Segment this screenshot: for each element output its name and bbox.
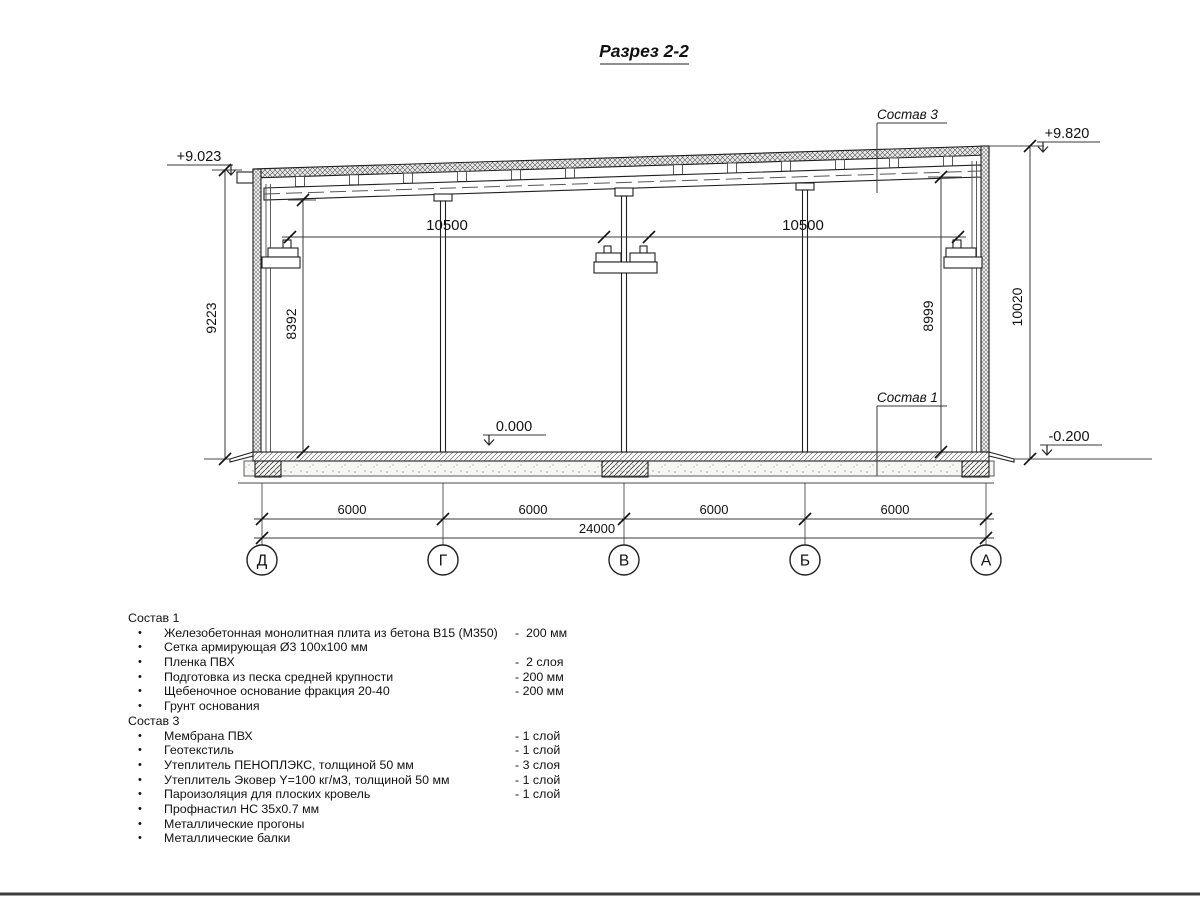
bullet-icon: •: [138, 758, 142, 771]
list-item: • Железобетонная монолитная плита из бетона В15 (М350) - 200 мм: [138, 625, 568, 640]
dim-bay-2: 6000: [518, 502, 548, 517]
axis-label-a: А: [980, 552, 992, 570]
dim-height-9223: 9223: [203, 302, 219, 334]
list-item: • Профнастил НС 35х0.7 мм: [138, 801, 320, 816]
title-block: [599, 41, 689, 64]
material-lists: [128, 611, 618, 846]
roof-assembly: [237, 146, 989, 200]
left-wall: [253, 169, 271, 452]
bullet-icon: •: [138, 641, 142, 654]
right-wall: [972, 146, 989, 452]
dim-height-8392: 8392: [283, 308, 299, 340]
bullet-icon: •: [138, 729, 142, 742]
list-item: • Сетка армирующая Ø3 100х100 мм: [138, 640, 368, 655]
axis-bubbles: [247, 545, 1001, 575]
bullet-icon: •: [138, 802, 142, 815]
page-title: Разрез 2-2: [599, 41, 689, 61]
list-item: • Пленка ПВХ - 2 слоя: [138, 655, 564, 670]
callout-sostav1: Состав 1: [877, 390, 938, 405]
list-item: • Геотекстиль - 1 слой: [138, 743, 561, 758]
list-item: • Подготовка из песка средней крупности - 200 мм: [138, 669, 564, 684]
dim-bay-3: 6000: [699, 502, 729, 517]
floor-slab: [204, 452, 1152, 483]
foundation-block: [255, 461, 281, 477]
bullet-icon: •: [138, 832, 142, 845]
bullet-icon: •: [138, 788, 142, 801]
bullet-icon: •: [138, 744, 142, 757]
column-v: [622, 196, 627, 452]
bullet-icon: •: [138, 685, 142, 698]
elevation-floor: 0.000: [495, 419, 533, 435]
list-item: • Грунт основания: [138, 699, 260, 714]
dimension-bays: [254, 483, 994, 547]
dim-bay-1: 6000: [337, 502, 367, 517]
dim-bay-4: 6000: [880, 502, 910, 517]
list-item: • Мембрана ПВХ - 1 слой: [138, 728, 561, 743]
dim-crane-right: 10500: [782, 217, 824, 234]
elevation-ground: -0.200: [1048, 429, 1090, 445]
foundation-block: [602, 461, 648, 477]
list-item: • Утеплитель Эковер Y=100 кг/м3, толщиной 50 мм - 1 слой: [138, 772, 561, 787]
dim-crane-left: 10500: [426, 217, 468, 234]
axis-label-v: В: [618, 552, 630, 570]
column-g: [441, 201, 446, 452]
bullet-icon: •: [138, 656, 142, 669]
axis-label-b: Б: [799, 552, 811, 570]
dim-height-10020: 10020: [1009, 287, 1025, 327]
sostav3-header: Состав 3: [128, 713, 180, 728]
list-item: • Пароизоляция для плоских кровель - 1 слой: [138, 787, 561, 802]
apron-left: [230, 452, 253, 462]
roof-edge-closure: [237, 172, 253, 183]
axis-label-g: Г: [438, 552, 448, 570]
apron-right: [989, 452, 1014, 462]
elevation-roof-right: +9.820: [1044, 126, 1090, 142]
concrete-slab: [253, 452, 989, 461]
axis-label-d: Д: [256, 552, 268, 570]
dim-height-8999: 8999: [920, 300, 936, 332]
column-cap: [615, 188, 633, 196]
list-item: • Утеплитель ПЕНОПЛЭКС, толщиной 50 мм - 3 слоя: [138, 757, 561, 772]
bullet-icon: •: [138, 817, 142, 830]
columns: [434, 183, 814, 452]
list-item: • Металлические балки: [138, 831, 291, 846]
sostav1-header: Состав 1: [128, 611, 180, 625]
bullet-icon: •: [138, 773, 142, 786]
list-item: • Металлические прогоны: [138, 816, 305, 831]
elevation-roof-left: +9.023: [176, 149, 222, 165]
bullet-icon: •: [138, 670, 142, 683]
bullet-icon: •: [138, 626, 142, 639]
dim-total-width: 24000: [578, 521, 616, 536]
foundation-block: [962, 461, 989, 477]
list-item: • Щебеночное основание фракция 20-40 - 200 мм: [138, 684, 564, 699]
callout-sostav3: Состав 3: [877, 107, 938, 122]
bullet-icon: •: [138, 700, 142, 713]
callouts: [877, 107, 947, 476]
column-cap: [434, 194, 452, 201]
column-cap: [796, 183, 814, 190]
